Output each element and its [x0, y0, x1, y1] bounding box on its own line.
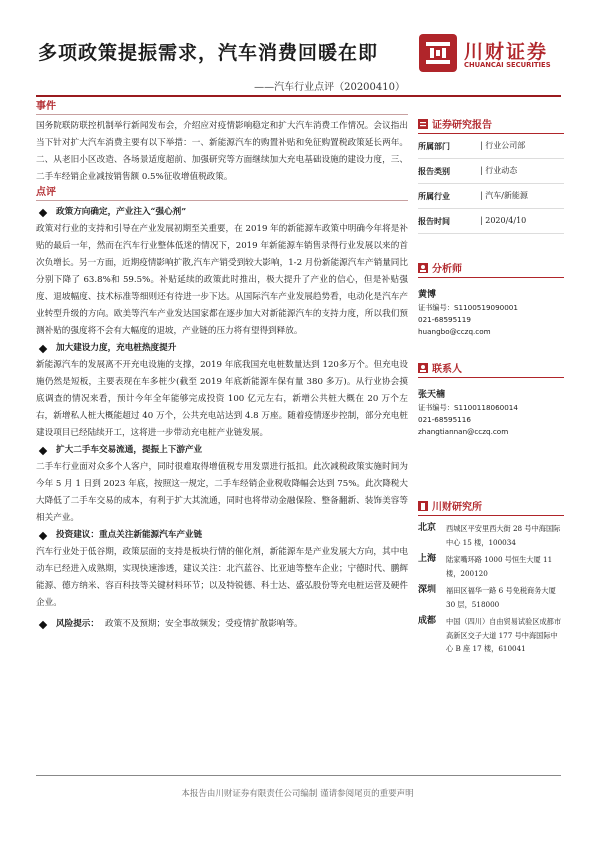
report-title: 多项政策提振需求，汽车消费回暖在即 [38, 42, 379, 64]
person-icon [418, 263, 428, 273]
office-address: 福田区福华一路 6 号免税商务大厦 30 层，518000 [446, 586, 556, 609]
report-icon [418, 119, 428, 129]
company-logo [418, 33, 563, 73]
header-divider [36, 95, 561, 97]
analyst-card [418, 288, 564, 338]
info-row-date [418, 209, 564, 234]
institute-heading-text: 川财研究所 [432, 502, 482, 513]
office-list [418, 522, 564, 656]
office-address: 陆家嘴环路 1000 号恒生大厦 11 楼，200120 [446, 555, 553, 578]
contact-email[interactable]: zhangtiannan@cczq.com [418, 427, 509, 436]
info-row-category [418, 159, 564, 184]
section-1-text: 政策对行业的支持和引导在产业发展初期至关重要，在 2019 年的新能源车政策中明确今年将是补贴的最后一年，然而在汽车行业整体低迷的情况下，2019 年新能源车销售录得行业发展以来的首次负增长。另一方面，近期疫情影响扩散,汽车产销受到较大影响，1-2 月份新能源汽车产销量同比分别下降了 63.8%和 59.5%。补贴延续的政策此时推出，极大提升了产业的信心，但是补贴强度、退坡幅度、技术标准等细则还有待进一步下达。从国际汽车产业发展趋势看，电动化是汽车产业转型升级的方向。欧美等汽车产业发达国家都在逐步加大对新能源汽车的支持力度，所以我们预测补贴的强度将不会有大幅度的退坡，产业链的压力将有望得到释放。 [36, 224, 408, 336]
report-subtitle: ——汽车行业点评（20200410） [254, 82, 405, 93]
info-value: | 行业公司部 [480, 141, 526, 150]
info-row-industry [418, 184, 564, 209]
logo-english: CHUANCAI SECURITIES [464, 61, 551, 69]
report-info-heading-text: 证券研究报告 [432, 120, 492, 131]
contact-phone: 021-68595116 [418, 415, 471, 424]
office-city: 成都 [418, 616, 437, 626]
bullet-diamond-icon [39, 446, 47, 454]
contact-name: 张天楠 [418, 390, 446, 400]
institute-heading [418, 498, 564, 516]
person-icon [418, 363, 428, 373]
bullet-diamond-icon [39, 620, 47, 628]
analyst-phone: 021-68595119 [418, 315, 471, 324]
info-row-department [418, 134, 564, 159]
office-address: 中国（四川）自由贸易试验区成都市高新区交子大道 177 号中海国际中心 B 座 17 楼，610041 [446, 617, 562, 653]
contact-heading [418, 360, 564, 378]
risk-line [36, 616, 408, 633]
section-4-title-text: 投资建议：重点关注新能源汽车产业链 [56, 530, 203, 540]
event-text: 国务院联防联控机制举行新闻发布会，介绍应对疫情影响稳定和扩大汽车消费工作情况。会议指出当下针对扩大汽车消费主要有以下举措：一、新能源汽车的购置补贴和免征购置税政策延长两年。二、从老旧小区改造、各场景适度超前、加强研究等方面继续加大充电基础设施的建设力度，三、二手车经销企业减按销售额 0.5%征收增值税政策。 [36, 121, 408, 182]
comment-heading: 点评 [36, 186, 408, 200]
analyst-cert: 证书编号：S1100519090001 [418, 303, 518, 312]
bullet-diamond-icon [39, 344, 47, 352]
bullet-diamond-icon [39, 208, 47, 216]
analyst-email[interactable]: huangbo@cczq.com [418, 327, 491, 336]
info-key: 所属部门 [418, 141, 450, 151]
office-item [418, 522, 564, 549]
footer-divider [36, 775, 561, 776]
section-2-title-text: 加大建设力度，充电桩热度提升 [56, 343, 177, 353]
logo-chinese: 川财证券 [464, 41, 549, 63]
analyst-name: 黄博 [418, 290, 437, 300]
sidebar [418, 100, 564, 660]
section-4-title [36, 527, 408, 544]
section-1-title [36, 204, 408, 221]
contact-card [418, 388, 564, 438]
analyst-heading-text: 分析师 [432, 264, 462, 275]
footer-disclaimer: 本报告由川财证券有限责任公司编制 谨请参阅尾页的重要声明 [181, 789, 414, 799]
contact-heading-text: 联系人 [432, 364, 462, 375]
report-info-heading [418, 116, 564, 134]
chuancai-logo-icon [418, 33, 458, 73]
info-key: 报告时间 [418, 216, 450, 226]
event-heading: 事件 [36, 100, 408, 114]
section-3-title [36, 442, 408, 459]
section-2-title [36, 340, 408, 357]
contact-cert: 证书编号：S1100118060014 [418, 403, 518, 412]
info-value: | 汽车/新能源 [480, 191, 528, 200]
bullet-diamond-icon [39, 531, 47, 539]
office-item [418, 584, 564, 611]
info-key: 所属行业 [418, 191, 450, 201]
office-city: 北京 [418, 523, 437, 533]
office-address: 西城区平安里西大街 28 号中海国际中心 15 楼，100034 [446, 524, 561, 547]
risk-label: 风险提示： [56, 619, 99, 629]
section-2-text: 新能源汽车的发展离不开充电设施的支撑，2019 年底我国充电桩数量达到 120多万个。但充电设施仍然是短板，主要表现在车多桩少(截至 2019 年底新能源车保有量 380 多万)。从行业协会摸底调查的情况来看，预计今年全年能够完成投资 100 亿元左右，新增公共桩大概在 20 万个左右，新增私人桩大概能超过 40 万个，公共充电站达到 4.8 万座。随着疫情逐步控制，部分充电桩建设项目已经陆续开工，这将进一步带动充电桩产业链发展。 [36, 360, 408, 438]
section-3-title-text: 扩大二手车交易流通，提振上下游产业 [56, 445, 203, 455]
section-3-text: 二手车行业面对众多个人客户，同时很难取得增值税专用发票进行抵扣。此次减税政策实施时间为今年 5 月 1 日到 2023 年底，按照这一规定，二手车经销企业税收降幅会达到 75%。此次降税大大降低了二手车交易的成本，有利于扩大其流通，同时也将带动金融保险、整备翻新、装饰美容等相关产业。 [36, 462, 408, 523]
info-value: | 2020/4/10 [480, 216, 527, 225]
section-4-text: 汽车行业处于低谷期，政策层面的支持是板块行情的催化剂，新能源车是产业发展大方向，其中电动车已经进入成熟期，实现快速渗透，建议关注：北汽蓝谷、比亚迪等整车企业；宁德时代、鹏辉能源、德方纳米、容百科技等关键材料环节；以及特锐德、科士达、盛弘股份等充电桩运营及硬件企业。 [36, 547, 408, 608]
office-city: 深圳 [418, 585, 437, 595]
main-column [36, 100, 408, 633]
analyst-heading [418, 260, 564, 278]
info-value: | 行业动态 [480, 166, 518, 175]
building-icon [418, 501, 428, 511]
office-item [418, 553, 564, 580]
risk-text: 政策不及预期；安全事故频发；受疫情扩散影响等。 [104, 619, 303, 629]
info-key: 报告类别 [418, 166, 450, 176]
section-1-title-text: 政策方向确定，产业注入“强心剂” [56, 207, 187, 217]
office-item [418, 615, 564, 656]
office-city: 上海 [418, 554, 437, 564]
